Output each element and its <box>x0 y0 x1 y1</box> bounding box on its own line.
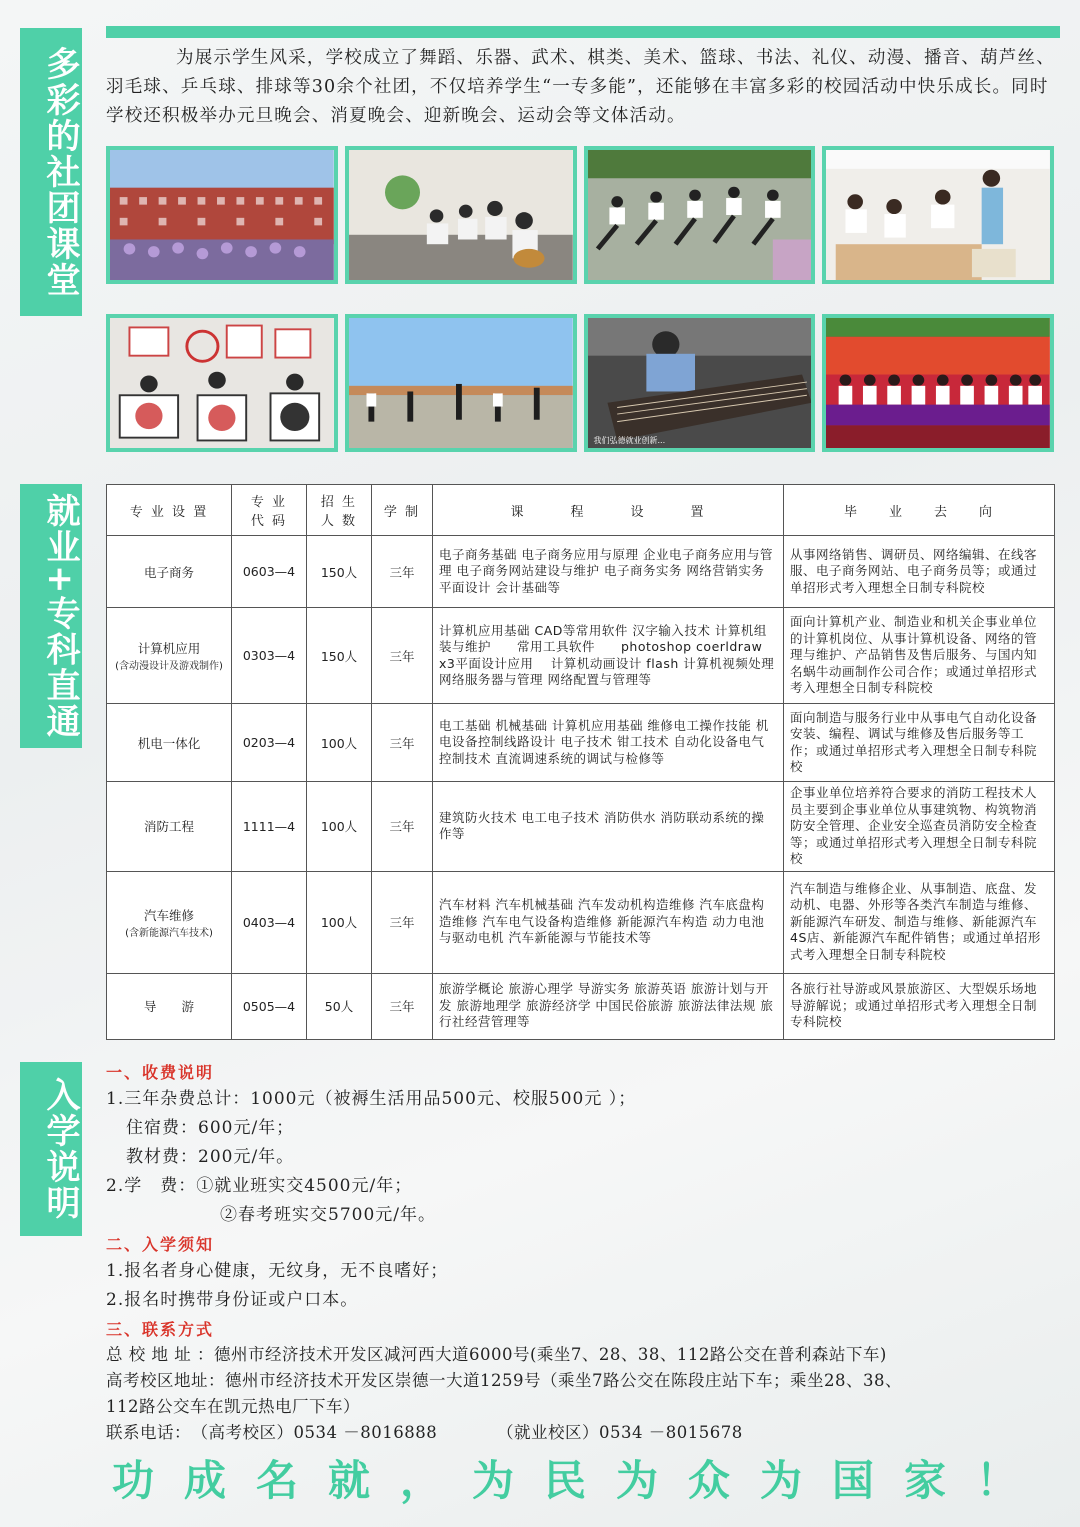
contact-phone: 联系电话： （高考校区）0534 －8016888 （就业校区）0534 －8015678 <box>106 1423 743 1442</box>
admission-info <box>106 1058 1066 1446</box>
table-header-row <box>107 485 1055 536</box>
exam-campus-address: 高考校区地址：德州市经济技术开发区崇德一大道1259号（乘坐7路公交在陈段庄站下车；乘坐28、38、 <box>106 1371 902 1390</box>
fee-section-title: 一、收费说明 <box>106 1063 215 1082</box>
header-courses: 课 程 设 置 <box>433 485 784 536</box>
years-cell: 三年 <box>372 704 433 782</box>
code-cell: 1111—4 <box>232 782 307 872</box>
music-class-photo <box>345 146 577 284</box>
quota-cell: 100人 <box>307 871 372 973</box>
etiquette-team-photo <box>822 314 1054 452</box>
major-cell: 机电一体化 <box>107 704 232 782</box>
fee-line: ②春考班实交5700元/年。 <box>220 1205 436 1225</box>
table-row <box>107 608 1055 704</box>
major-cell: 消防工程 <box>107 782 232 872</box>
slogan: 功成名就，为民为众为国家！ <box>111 1456 1048 1505</box>
basketball-game-photo <box>345 314 577 452</box>
table-row <box>107 536 1055 608</box>
years-cell: 三年 <box>372 536 433 608</box>
fee-line: 2.学 费：①就业班实交4500元/年； <box>106 1176 413 1196</box>
notice-line: 2.报名时携带身份证或户口本。 <box>106 1290 359 1310</box>
guzheng-practice-photo <box>584 314 816 452</box>
major-subtitle: (含新能源汽车技术) <box>125 927 213 939</box>
table-row <box>107 871 1055 973</box>
fee-line: 教材费：200元/年。 <box>126 1147 295 1167</box>
table-row <box>107 973 1055 1039</box>
major-cell: 计算机应用 (含动漫设计及游戏制作) <box>107 608 232 704</box>
code-cell: 0303—4 <box>232 608 307 704</box>
code-cell: 0403—4 <box>232 871 307 973</box>
employment-section-label: 就业+专科直通 <box>20 484 82 748</box>
code-cell: 0505—4 <box>232 973 307 1039</box>
courses-cell: 电子商务基础 电子商务应用与原理 企业电子商务应用与管理 电子商务网站建设与维护 电子商务实务 网络营销实务 平面设计 会计基础等 <box>433 536 784 608</box>
photo-row-1 <box>106 146 1054 284</box>
courses-cell: 旅游学概论 旅游心理学 导游实务 旅游英语 旅游计划与开发 旅游地理学 旅游经济学 中国民俗旅游 旅游法律法规 旅行社经营管理等 <box>433 973 784 1039</box>
chess-club-photo <box>822 146 1054 284</box>
outlook-cell: 企事业单位培养符合要求的消防工程技术人员主要到企事业单位从事建筑物、构筑物消防安全管理、企业安全巡查员消防安全检查等；或通过单招形式考入理想全日制专科院校 <box>784 782 1055 872</box>
courses-cell: 计算机应用基础 CAD等常用软件 汉字输入技术 计算机组装与维护 常用工具软件 photoshop coerldraw x3平面设计应用 计算机动画设计 flash 计算机视频处理 网络服务器与管理 网络配置与管理等 <box>433 608 784 704</box>
courses-cell: 电工基础 机械基础 计算机应用基础 维修电工操作技能 机电设备控制线路设计 电子技术 钳工技术 自动化设备电气控制技术 直流调速系统的调试与检修等 <box>433 704 784 782</box>
major-cell: 导 游 <box>107 973 232 1039</box>
major-cell: 电子商务 <box>107 536 232 608</box>
outlook-cell: 汽车制造与维修企业、从事制造、底盘、发动机、电器、外形等各类汽车制造与维修、新能源汽车研发、制造与维修、新能源汽车4S店、新能源汽车配件销售；或通过单招形式考入理想全日制专科院校 <box>784 871 1055 973</box>
main-campus-address: 总 校 地 址 ：德州市经济技术开发区减河西大道6000号(乘坐7、28、38、112路公交在普利森站下车) <box>106 1345 887 1364</box>
code-cell: 0603—4 <box>232 536 307 608</box>
clubs-section-label: 多彩的社团课堂 <box>20 28 82 316</box>
paper-cutting-art-photo <box>106 314 338 452</box>
header-major: 专 业 设 置 <box>107 485 232 536</box>
fee-line: 1.三年杂费总计：1000元（被褥生活用品500元、校服500元 ）； <box>106 1089 637 1109</box>
code-cell: 0203—4 <box>232 704 307 782</box>
years-cell: 三年 <box>372 871 433 973</box>
outlook-cell: 面向制造与服务行业中从事电气自动化设备安装、编程、调试与维修及售后服务等工作；或通过单招形式考入理想全日制专科院校 <box>784 704 1055 782</box>
years-cell: 三年 <box>372 782 433 872</box>
header-outlook: 毕 业 去 向 <box>784 485 1055 536</box>
admission-section-label: 入学说明 <box>20 1062 82 1236</box>
contact-section-title: 三、联系方式 <box>106 1320 215 1339</box>
major-cell: 汽车维修 (含新能源汽车技术) <box>107 871 232 973</box>
quota-cell: 100人 <box>307 704 372 782</box>
outlook-cell: 从事网络销售、调研员、网络编辑、在线客服、电子商务网站、电子商务员等；或通过单招形式考入理想全日制专科院校 <box>784 536 1055 608</box>
major-subtitle: (含动漫设计及游戏制作) <box>115 661 223 672</box>
header-years: 学 制 <box>372 485 433 536</box>
quota-cell: 150人 <box>307 608 372 704</box>
quota-cell: 100人 <box>307 782 372 872</box>
header-quota: 招 生 人 数 <box>307 485 372 536</box>
courses-cell: 建筑防火技术 电工电子技术 消防供水 消防联动系统的操作等 <box>433 782 784 872</box>
martial-arts-photo <box>584 146 816 284</box>
outlook-cell: 各旅行社导游或风景旅游区、大型娱乐场地导游解说；或通过单招形式考入理想全日制专科院校 <box>784 973 1055 1039</box>
table-row <box>107 704 1055 782</box>
table-row <box>107 782 1055 872</box>
notice-section-title: 二、入学须知 <box>106 1235 215 1254</box>
top-accent-bar <box>106 26 1060 38</box>
fee-line: 住宿费：600元/年； <box>126 1118 295 1138</box>
years-cell: 三年 <box>372 608 433 704</box>
outlook-cell: 面向计算机产业、制造业和机关企事业单位的计算机岗位、从事计算机设备、网络的管理与维护、产品销售及售后服务、与国内知名蜗牛动画制作公司合作；或通过单招形式考入理想全日制专科院校 <box>784 608 1055 704</box>
guzheng-photo-caption: 我们弘德就业创新... <box>593 436 666 445</box>
quota-cell: 150人 <box>307 536 372 608</box>
dance-performance-photo <box>106 146 338 284</box>
header-code: 专 业 代 码 <box>232 485 307 536</box>
photo-row-2 <box>106 314 1054 452</box>
program-table <box>106 484 1055 1040</box>
notice-line: 1.报名者身心健康，无纹身，无不良嗜好； <box>106 1261 449 1281</box>
intro-paragraph: 为展示学生风采，学校成立了舞蹈、乐器、武术、棋类、美术、篮球、书法、礼仪、动漫、播音、葫芦丝、羽毛球、乒乓球、排球等30余个社团，不仅培养学生“一专多能”，还能够在丰富多彩的校园活动中快乐成长。同时学校还积极举办元旦晚会、消夏晚会、迎新晚会、运动会等文体活动。 <box>106 48 1055 126</box>
quota-cell: 50人 <box>307 973 372 1039</box>
years-cell: 三年 <box>372 973 433 1039</box>
exam-campus-address-cont: 112路公交车在凯元热电厂下车） <box>106 1397 360 1416</box>
courses-cell: 汽车材料 汽车机械基础 汽车发动机构造维修 汽车底盘构造维修 汽车电气设备构造维修 新能源汽车构造 动力电池与驱动电机 汽车新能源与节能技术等 <box>433 871 784 973</box>
